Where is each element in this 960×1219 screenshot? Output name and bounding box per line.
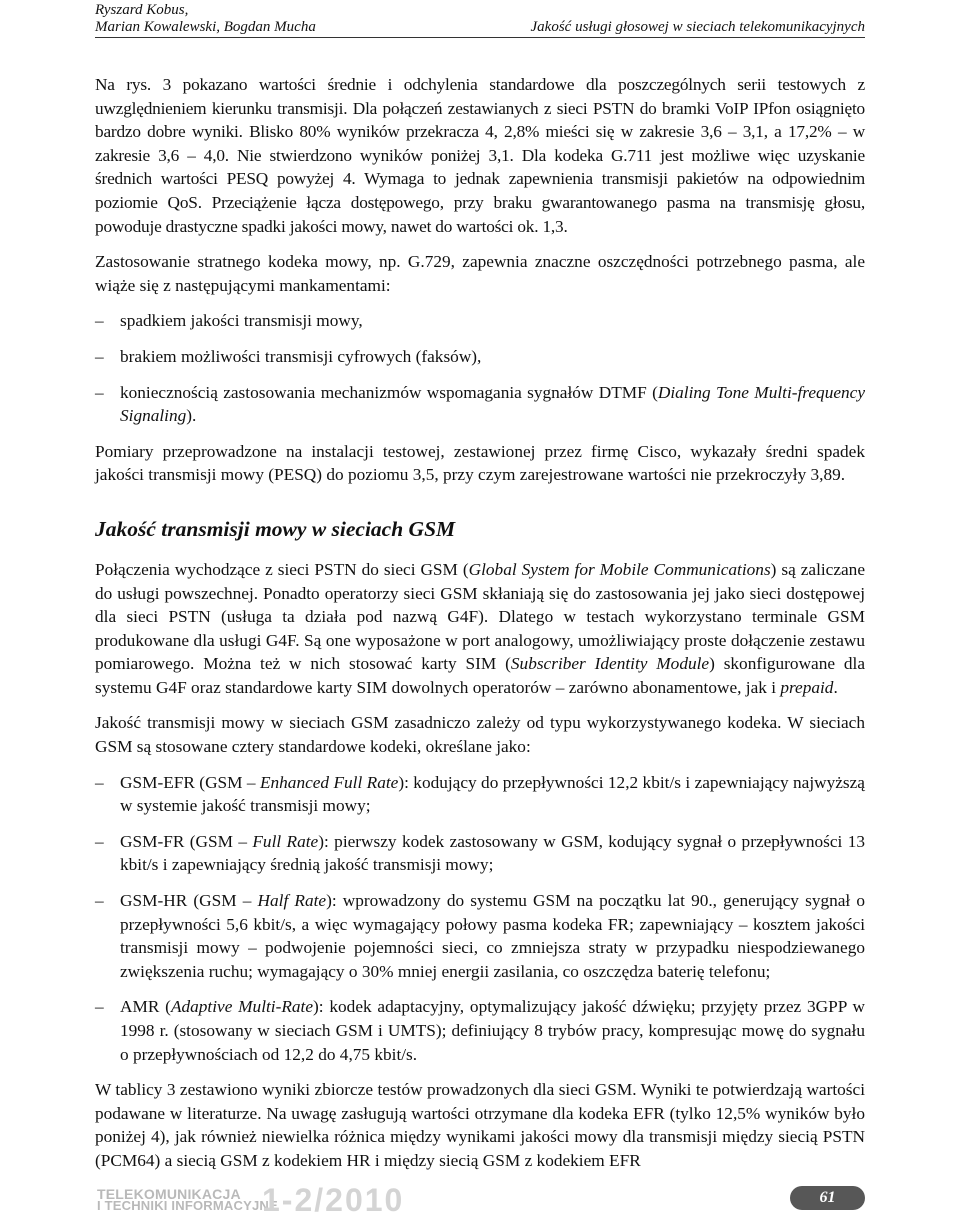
codec-amr-b: ): kodek adaptacyjny, optymalizujący jakość dźwięku; przyjęty przez 3GPP w 1998 r. (stosowany w sieciach GSM i UMTS); definiujący 8 trybów pracy, kompresując mowę do sygnału o przepływnościach od 12,2 do 4,75 kbit/s. (120, 997, 865, 1064)
drawback-1: spadkiem jakości transmisji mowy, (120, 311, 363, 331)
codec-fr-b: ): pierwszy kodek zastosowany w GSM, kodujący sygnał o przepływności 13 kbit/s i zapewniający średnią jakość transmisji mowy; (120, 831, 865, 875)
p4-i2: Subscriber Identity Module (510, 654, 710, 674)
codec-efr-b: ): kodujący do przepływności 12,2 kbit/s i zapewniający najwyższą w systemie jakość transmisji mowy; (120, 772, 865, 816)
p4-s1: Połączenia wychodzące z sieci PSTN do sieci GSM ( (95, 559, 469, 579)
codec-fr-a: GSM-FR (GSM – (120, 831, 253, 851)
paragraph-table3: W tablicy 3 zestawiono wyniki zbiorcze testów prowadzonych dla sieci GSM. Wyniki te potwierdzają wartości podawane w literaturze. Na uwagę zasługują wartości otrzymane dla kodeka EFR (tylko 12,5% wyników było poniżej 4), jak również niewielka różnica między wynikami jakości mowy dla transmisji między siecią PSTN (PCM64) a siecią GSM z kodekiem HR i między siecią GSM z kodekiem EFR (95, 1080, 865, 1170)
article-body (95, 73, 865, 1185)
paragraph-codecs-intro: Jakość transmisji mowy w sieciach GSM zasadniczo zależy od typu wykorzystywanego kodeka. W sieciach GSM są stosowane cztery standardowe kodeki, określane jako: (95, 713, 865, 757)
page-footer (0, 1180, 960, 1218)
issue-number: 1-2/2010 (262, 1182, 405, 1218)
header-article-title: Jakość usługi głosowej w sieciach telekomunikacyjnych (530, 19, 865, 35)
list-item (95, 830, 865, 877)
paragraph-gsm-intro (95, 558, 865, 700)
drawback-3-italic: Dialing Tone Multi-frequency Signaling (120, 382, 865, 426)
running-header (95, 2, 865, 38)
paragraph-lossy-codec: Zastosowanie stratnego kodeka mowy, np. G.729, zapewnia znaczne oszczędności potrzebnego pasma, ale wiąże się z następującymi mankamentami: (95, 252, 865, 295)
header-authors (95, 2, 316, 36)
list-item (95, 995, 865, 1066)
drawback-3-text: koniecznością zastosowania mechanizmów wspomagania sygnałów DTMF ( (120, 382, 658, 402)
journal-logo (97, 1188, 278, 1212)
page-number: 61 (790, 1186, 865, 1210)
brand-line-1: TELEKOMUNIKACJA (97, 1186, 241, 1202)
list-item (95, 381, 865, 428)
drawback-3-end: ). (186, 406, 197, 426)
list-item (95, 889, 865, 983)
p4-i1: Global System for Mobile Communications (468, 559, 771, 579)
drawbacks-list (95, 309, 865, 427)
p4-s4: . (833, 677, 838, 697)
list-item (95, 345, 865, 369)
brand-line-2: I TECHNIKI INFORMACYJNE (97, 1198, 278, 1213)
codec-fr-italic: Full Rate (252, 831, 319, 851)
paragraph-results: Na rys. 3 pokazano wartości średnie i odchylenia standardowe dla poszczególnych serii testowych z uwzględnieniem kierunku transmisji. Dla połączeń zestawianych z sieci PSTN do bramki VoIP IPfon osiągnięto bardzo dobre wyniki. Blisko 80% wyników przekracza 4, 2,8% mieści się w zakresie 3,6 – 3,1, a 17,2% – w zakresie 3,6 – 4,0. Nie stwierdzono wyników poniżej 3,1. Dla kodeka G.711 jest możliwe więc uzyskanie średnich wartości PESQ powyżej 4. Wymaga to jednak zapewnienia transmisji pakietów na odpowiednim poziomie QoS. Przeciążenie łącza dostępowego, przy braku gwarantowanego pasma na transmisję głosu, powoduje drastyczne spadki jakości mowy, nawet do wartości ok. 1,3. (95, 75, 865, 236)
drawback-2: brakiem możliwości transmisji cyfrowych (faksów), (120, 346, 482, 366)
codec-amr-italic: Adaptive Multi-Rate (170, 997, 314, 1017)
section-heading: Jakość transmisji mowy w sieciach GSM (95, 516, 456, 541)
list-item (95, 771, 865, 818)
header-author-line-1: Ryszard Kobus, (95, 2, 189, 18)
p4-i3: prepaid (780, 677, 834, 697)
header-divider (95, 37, 865, 38)
p4-s3: ) skonfigurowane dla systemu G4F oraz standardowe karty SIM dowolnych operatorów – zarówno abonamentowe, jak i (95, 654, 865, 697)
codec-efr-italic: Enhanced Full Rate (259, 772, 399, 792)
codec-hr-italic: Half Rate (257, 891, 327, 911)
list-item (95, 309, 865, 333)
codec-efr-a: GSM-EFR (GSM – (120, 772, 260, 792)
header-author-line-2: Marian Kowalewski, Bogdan Mucha (95, 19, 316, 35)
codec-amr-a: AMR ( (120, 997, 171, 1017)
codec-hr-b: ): wprowadzony do systemu GSM na początku lat 90., generujący sygnał o przepływności 5,6 kbit/s, a więc wymagający połowy pasma kodeka FR; zapewniający – kosztem jakości transmisji mowy – podwojenie pojemności sieci, co zmniejsza straty w przypadku niespodziewanego zwiększenia ruchu; wymagający o 30% mniej energii zasilania, co oszczędza baterię telefonu; (120, 891, 865, 981)
codecs-list (95, 771, 865, 1067)
paragraph-cisco: Pomiary przeprowadzone na instalacji testowej, zestawionej przez firmę Cisco, wykazały średni spadek jakości transmisji mowy (PESQ) do poziomu 3,5, przy czym zarejestrowane wartości nie przekroczyły 3,89. (95, 441, 865, 485)
codec-hr-a: GSM-HR (GSM – (120, 891, 258, 911)
p4-s2: ) są zaliczane do usługi powszechnej. Ponadto operatorzy sieci GSM skłaniają się do zastosowania jej jako sieci dostępowej dla sieci PSTN (usługa ta działa pod nazwą G4F). Dlatego w testach wykorzystano terminale GSM produkowane dla usługi G4F. Są one wyposażone w port analogowy, umożliwiający proste dołączenie zestawu pomiarowego. Można też w nich stosować karty SIM ( (95, 559, 865, 674)
